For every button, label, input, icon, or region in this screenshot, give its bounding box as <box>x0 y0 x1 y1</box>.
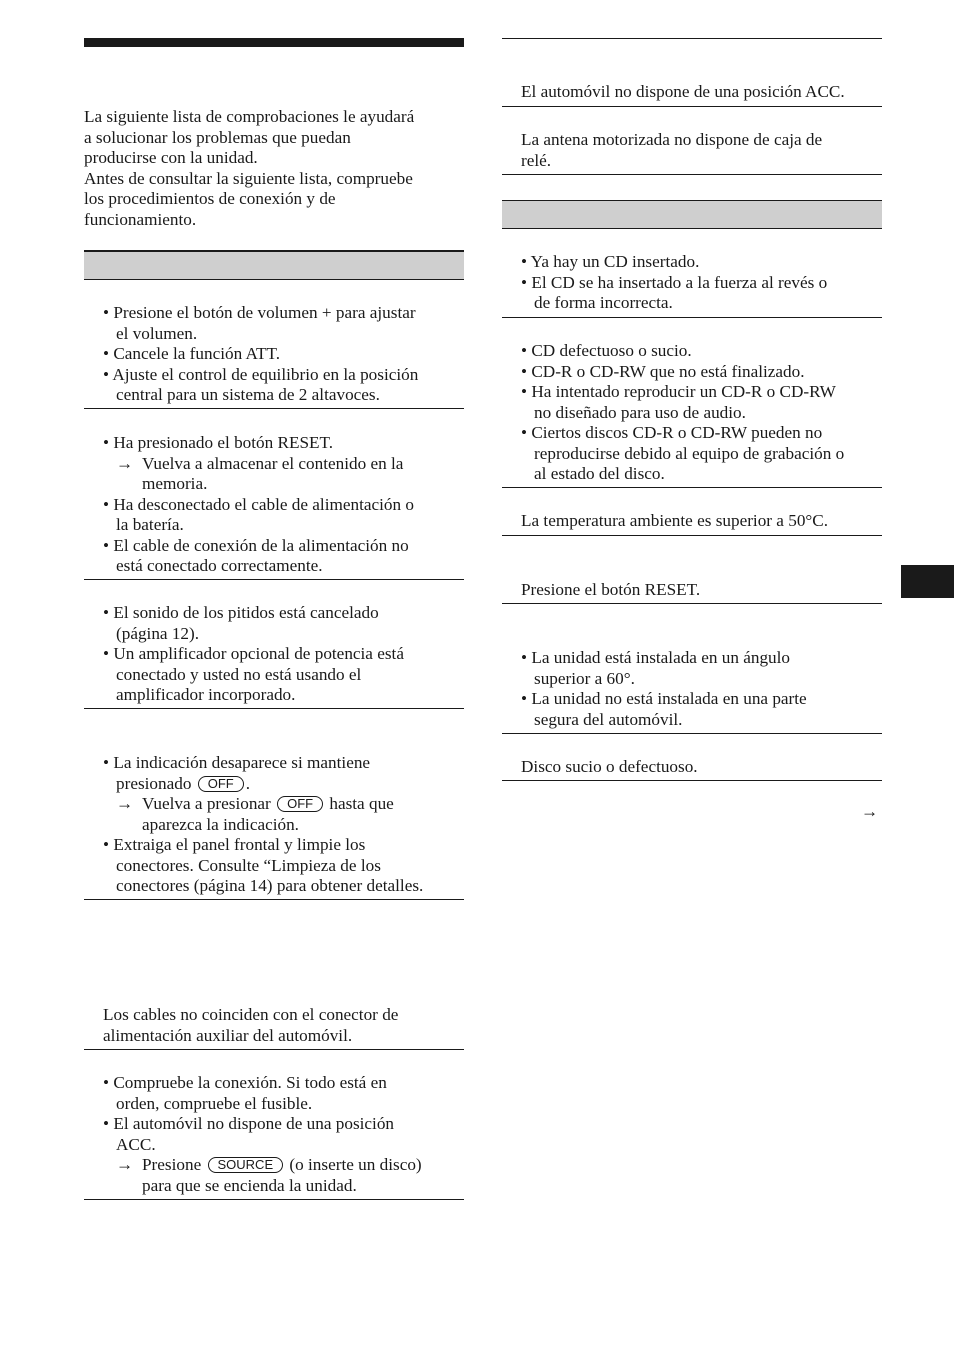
divider <box>502 487 882 488</box>
list-item: • Ha intentado reproducir un CD-R o CD-RW <box>521 382 836 401</box>
list-item: • Extraiga el panel frontal y limpie los <box>103 835 366 854</box>
list-item: • CD-R o CD-RW que no está finalizado. <box>521 361 805 381</box>
list-item: • La unidad no está instalada en una parte <box>521 689 807 708</box>
section-header-shade <box>502 201 882 228</box>
text: (o inserte un disco) <box>289 1155 422 1174</box>
list-item: • El automóvil no dispone de una posición <box>103 1114 395 1133</box>
text: presionado <box>116 773 192 793</box>
text: . <box>245 773 251 793</box>
paragraph-line: Disco sucio o defectuoso. <box>521 757 698 776</box>
list-item: • CD defectuoso o sucio. <box>521 341 692 360</box>
divider <box>502 733 882 734</box>
section-rule-bottom <box>84 279 464 280</box>
off-button-glyph: OFF <box>277 796 323 812</box>
paragraph-line: El automóvil no dispone de una posición ACC. <box>521 82 845 101</box>
paragraph-line: La temperatura ambiente es superior a 50°C. <box>521 511 829 530</box>
intro-line: los procedimientos de conexión y de <box>84 189 336 208</box>
continue-arrow-icon: → <box>861 802 879 821</box>
list-item-cont: la batería. <box>116 515 184 534</box>
list-item-cont: no diseñado para uso de audio. <box>534 402 746 422</box>
arrow-line <box>116 794 394 815</box>
text: hasta que <box>329 794 394 813</box>
intro-line: funcionamiento. <box>84 209 197 229</box>
list-item-cont: conectado y usted no está usando el <box>116 664 362 684</box>
list-item: • El CD se ha insertado a la fuerza al revés o <box>521 272 828 292</box>
list-item-cont: de forma incorrecta. <box>534 293 673 312</box>
divider <box>84 1049 464 1050</box>
section-header-shade <box>84 252 464 279</box>
list-item-cont: ACC. <box>116 1134 156 1154</box>
divider <box>84 1199 464 1200</box>
list-item-cont: memoria. <box>142 474 208 493</box>
title-bar <box>84 38 464 47</box>
section-rule-bottom <box>502 228 882 229</box>
list-item: • Ajuste el control de equilibrio en la posición <box>103 364 419 384</box>
paragraph-line: Presione el botón RESET. <box>521 580 701 599</box>
list-item: • El sonido de los pitidos está cancelado <box>103 603 379 622</box>
list-item: • El cable de conexión de la alimentación no <box>103 535 409 555</box>
list-item: • Ha presionado el botón RESET. <box>103 433 334 452</box>
intro-line: Antes de consultar la siguiente lista, compruebe <box>84 168 413 188</box>
list-item: • Ciertos discos CD-R o CD-RW pueden no <box>521 423 823 442</box>
page-edge-tab <box>901 565 954 598</box>
divider <box>502 106 882 107</box>
list-item-cont: amplificador incorporado. <box>116 685 296 704</box>
divider <box>502 174 882 175</box>
list-item-cont: el volumen. <box>116 323 198 343</box>
divider <box>502 603 882 604</box>
off-button-glyph: OFF <box>198 776 244 792</box>
list-item: • Ya hay un CD insertado. <box>521 252 700 271</box>
list-item-cont: orden, compruebe el fusible. <box>116 1093 313 1113</box>
arrow-icon: → <box>116 453 134 473</box>
list-item: • Un amplificador opcional de potencia está <box>103 644 404 663</box>
divider <box>84 708 464 709</box>
list-item-cont: central para un sistema de 2 altavoces. <box>116 385 380 404</box>
text: Presione <box>142 1155 202 1174</box>
list-item-cont: conectores (página 14) para obtener detalles. <box>116 876 424 895</box>
arrow-line <box>116 454 403 475</box>
divider <box>502 317 882 318</box>
list-item-cont: superior a 60°. <box>534 668 635 688</box>
divider <box>84 408 464 409</box>
intro-line: producirse con la unidad. <box>84 148 258 167</box>
paragraph-line: alimentación auxiliar del automóvil. <box>103 1025 353 1045</box>
list-item-cont: segura del automóvil. <box>534 709 683 729</box>
list-item-cont: está conectado correctamente. <box>116 556 323 575</box>
intro-line: a solucionar los problemas que puedan <box>84 127 351 147</box>
list-item: • Cancele la función ATT. <box>103 344 281 363</box>
divider <box>84 899 464 900</box>
list-item-cont: conectores. Consulte “Limpieza de los <box>116 855 381 875</box>
arrow-icon: → <box>116 1155 134 1174</box>
text: Vuelva a presionar <box>142 794 271 813</box>
list-item-cont <box>116 774 250 795</box>
list-item: • Compruebe la conexión. Si todo está en <box>103 1073 387 1092</box>
list-item: • La indicación desaparece si mantiene <box>103 753 371 772</box>
divider <box>502 38 882 39</box>
paragraph-line: La antena motorizada no dispone de caja de <box>521 130 823 149</box>
arrow-icon: → <box>116 794 134 813</box>
divider <box>502 780 882 781</box>
divider <box>502 535 882 536</box>
list-item-cont: (página 12). <box>116 623 200 643</box>
list-item: • Presione el botón de volumen + para ajustar <box>103 303 416 322</box>
arrow-text: Vuelva a almacenar el contenido en la <box>142 453 404 473</box>
list-item-cont: reproducirse debido al equipo de grabación o <box>534 443 845 463</box>
list-item-cont: al estado del disco. <box>534 464 665 483</box>
paragraph-line: relé. <box>521 150 552 170</box>
intro-line: La siguiente lista de comprobaciones le ayudará <box>84 107 415 126</box>
source-button-glyph: SOURCE <box>208 1157 284 1173</box>
list-item: • Ha desconectado el cable de alimentación o <box>103 494 414 514</box>
list-item-cont: para que se encienda la unidad. <box>142 1175 357 1195</box>
list-item-cont: aparezca la indicación. <box>142 814 299 834</box>
paragraph-line: Los cables no coinciden con el conector de <box>103 1005 399 1024</box>
arrow-line <box>116 1155 422 1176</box>
divider <box>84 579 464 580</box>
list-item: • La unidad está instalada en un ángulo <box>521 648 790 667</box>
